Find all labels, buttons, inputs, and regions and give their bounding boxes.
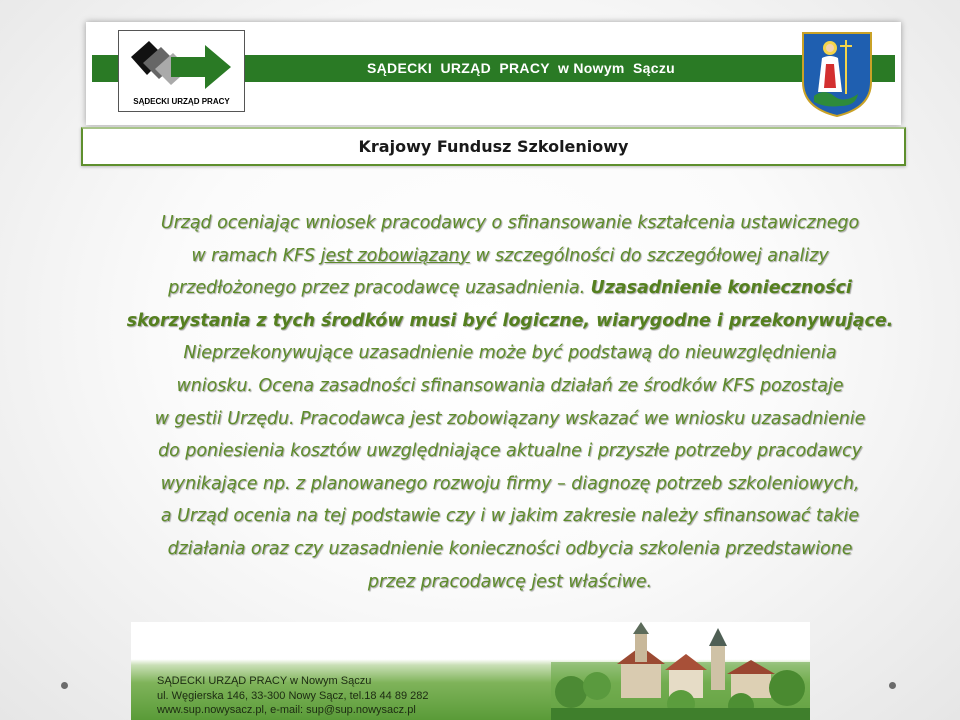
office-logo [118,30,245,112]
body-paragraph [62,207,958,598]
footer-contact [157,674,429,718]
body-line: wniosku. Ocena zasadności sfinansowania działań ze środków KFS pozostaje [176,375,844,396]
subtitle-box [81,127,906,166]
body-line: działania oraz czy uzasadnienie konieczności odbycia szkolenia przedstawione [167,538,853,559]
body-line: wynikające np. z planowanego rozwoju firmy – diagnozę potrzeb szkoleniowych, [160,473,860,494]
body-line [62,272,958,305]
decorative-dot [61,682,68,689]
footer-line: ul. Węgierska 146, 33-300 Nowy Sącz, tel.18 44 89 282 [157,689,429,702]
body-fragment: w ramach KFS [191,245,321,266]
body-line: Nieprzekonywujące uzasadnienie może być podstawą do nieuwzględnienia [183,343,837,364]
decorative-dot [889,682,896,689]
logo-text: SĄDECKI URZĄD PRACY [133,97,230,106]
body-fragment: przedłożonego przez pracodawcę uzasadnienia. [168,278,591,299]
city-crest-icon [800,30,874,118]
arrow-squares-logo-icon [123,35,240,91]
header-title: SĄDECKI URZĄD PRACY w Nowym Sączu [367,60,675,76]
body-fragment: w szczególności do szczegółowej analizy [469,245,829,266]
body-line [62,240,958,273]
body-bold-line: skorzystania z tych środków musi być logiczne, wiarygodne i przekonywujące. [126,310,894,331]
body-line: przez pracodawcę jest właściwe. [367,571,653,592]
header-card [86,22,901,125]
footer-banner [131,622,810,720]
body-line: Urząd oceniając wniosek pracodawcy o sfinansowanie kształcenia ustawicznego [160,213,860,233]
body-line: w gestii Urzędu. Pracodawca jest zobowiązany wskazać we wniosku uzasadnienie [154,408,866,429]
body-line: a Urząd ocenia na tej podstawie czy i w jakim zakresie należy sfinansować takie [160,506,860,527]
body-bold-fragment: Uzasadnienie konieczności [590,278,852,299]
town-skyline-image [551,622,810,720]
footer-line: www.sup.nowysacz.pl, e-mail: sup@sup.nowysacz.pl [157,704,416,716]
body-underlined-fragment: jest zobowiązany [320,245,470,266]
slide-subtitle: Krajowy Fundusz Szkoleniowy [358,137,629,156]
footer-line: SĄDECKI URZĄD PRACY w Nowym Sączu [157,675,372,687]
body-line: do poniesienia kosztów uwzględniające aktualne i przyszłe potrzeby pracodawcy [158,441,862,462]
